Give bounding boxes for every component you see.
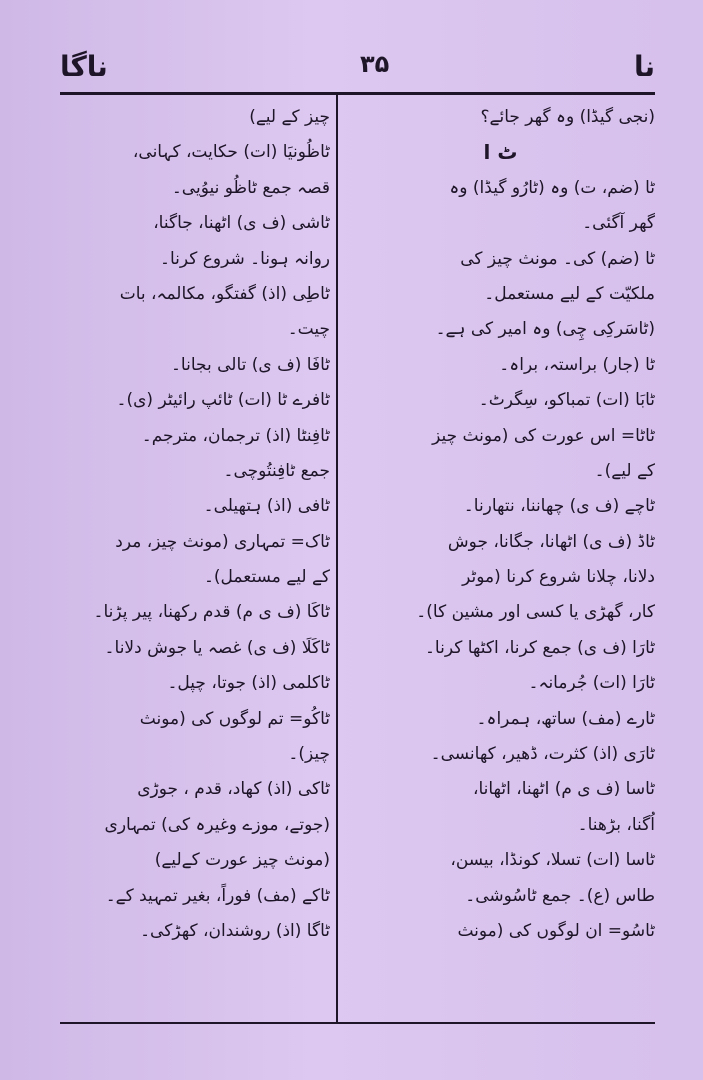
entry-line: چیز کے لیے) (249, 107, 330, 127)
entry-line: ٹاکَا (ف ی م) قدم رکھنا، پیر پڑنا۔ (93, 602, 330, 623)
entry-line: ٹاکلمی (اذ) جوتا، چپل۔ (167, 673, 330, 694)
entry-line: قصہ جمع ٹاظُو نیوُیی۔ (171, 177, 330, 198)
entry-line: ٹاسُو= ان لوگوں کی (مونث (457, 920, 655, 941)
entry-line: (مونث چیز عورت کےلیے) (154, 850, 330, 871)
entry-line: کار، گھڑی یا کسی اور مشین کا)۔ (416, 602, 655, 623)
entry-line: کے لیے)۔ (594, 460, 655, 481)
entry-line: ٹاکی (اذ) کھاد، قدم ، جوڑی (137, 779, 330, 800)
entry-line: چیت۔ (287, 319, 330, 340)
entry-line: ٹا (جار) براستہ، براہ۔ (499, 354, 655, 375)
entry-line: ٹارَی (اذ) کثرت، ڈھیر، کھانسی۔ (430, 744, 655, 765)
entry-line: ٹا (ضم) کی۔ مونث چیز کی (460, 248, 655, 269)
entry-line: ٹاکَلَا (ف ی) غصہ یا جوش دلانا۔ (104, 637, 330, 658)
entry-line: ٹاسا (ف ی م) اٹھنا، اٹھانا، (472, 779, 655, 800)
entry-line: ٹاچے (ف ی) چھاننا، نتھارنا۔ (463, 496, 655, 517)
entry-line: ٹاٹا= اس عورت کی (مونث چیز (432, 425, 655, 446)
entry-line: ٹا (ضم، ت) وہ (ٹارُو گیڈا) وہ (449, 177, 655, 198)
section-heading: ٹ ا (483, 140, 518, 165)
entry-line: (ٹاسَرکِی چِی) وہ امیر کی ہے۔ (435, 319, 655, 340)
entry-line: ٹافی (اذ) ہتھیلی۔ (203, 496, 330, 517)
entry-line: ٹاظُونیَا (ات) حکایت، کہانی، (132, 142, 330, 163)
entry-line: ٹاکُو= تم لوگوں کی (مونث (139, 708, 330, 729)
entry-line: ٹاک= تمہاری (مونث چیز، مرد (115, 531, 330, 552)
entry-line: ٹاگا (اذ) روشندان، کھڑکی۔ (140, 920, 330, 941)
left-column (60, 100, 330, 1020)
entry-line: ٹابَا (ات) تمباکو، سِگرٹ۔ (478, 390, 655, 411)
entry-line: ٹافِنٹا (اذ) ترجمان، مترجم۔ (141, 425, 330, 446)
page-number: ۳۵ (360, 50, 390, 78)
entry-line: گھر آگئی۔ (582, 213, 655, 234)
entry-line: دلانا، چلانا شروع کرنا (موٹر (462, 567, 655, 588)
entry-line: چیز)۔ (288, 744, 330, 765)
entry-line: ٹاکے (مف) فوراً، بغیر تمہید کے۔ (105, 885, 330, 906)
entry-line: ٹاسا (ات) تسلا، کونڈا، بیسن، (450, 850, 655, 871)
entry-line: ٹارے (مف) ساتھ، ہمراہ۔ (476, 708, 655, 729)
footer-rule (60, 1022, 655, 1024)
column-divider (336, 95, 338, 1022)
entry-line: (نجی گیڈا) وہ گھر جائے؟ (480, 107, 655, 127)
entry-line: (جوتے، موزے وغیرہ کی) تمہاری (104, 814, 330, 835)
header-guide-word-left: ناگا (60, 50, 108, 83)
entry-line: ٹافَا (ف ی) تالی بجانا۔ (170, 354, 330, 375)
entry-line: ملکیّت کے لیے مستعمل۔ (484, 283, 655, 304)
entry-line: ٹاڈ (ف ی) اٹھانا، جگانا، جوش (447, 531, 655, 552)
entry-line: ٹاشی (ف ی) اٹھنا، جاگنا، (153, 213, 330, 234)
entry-line: اُگنا، بڑھنا۔ (577, 814, 655, 835)
entry-line: کے لیے مستعمل)۔ (203, 567, 330, 588)
header-guide-word-right: نا (633, 50, 655, 83)
entry-line: ٹاطِی (اذ) گفتگو، مکالمہ، بات (119, 283, 330, 304)
right-column (346, 100, 655, 1020)
page-header (60, 50, 655, 90)
header-rule (60, 92, 655, 95)
entry-line: طاس (ع)۔ جمع ٹاسُوشی۔ (465, 885, 655, 906)
entry-line: ٹارَا (ات) جُرمانہ۔ (528, 673, 655, 694)
entry-line: جمع ٹافِنتُوچی۔ (223, 460, 330, 481)
entry-line: ٹارَا (ف ی) جمع کرنا، اکٹھا کرنا۔ (424, 637, 655, 658)
entry-line: روانہ ہونا۔ شروع کرنا۔ (160, 248, 330, 269)
entry-line: ٹافرے ٹا (ات) ٹائپ رائیٹر (ی)۔ (116, 390, 330, 411)
